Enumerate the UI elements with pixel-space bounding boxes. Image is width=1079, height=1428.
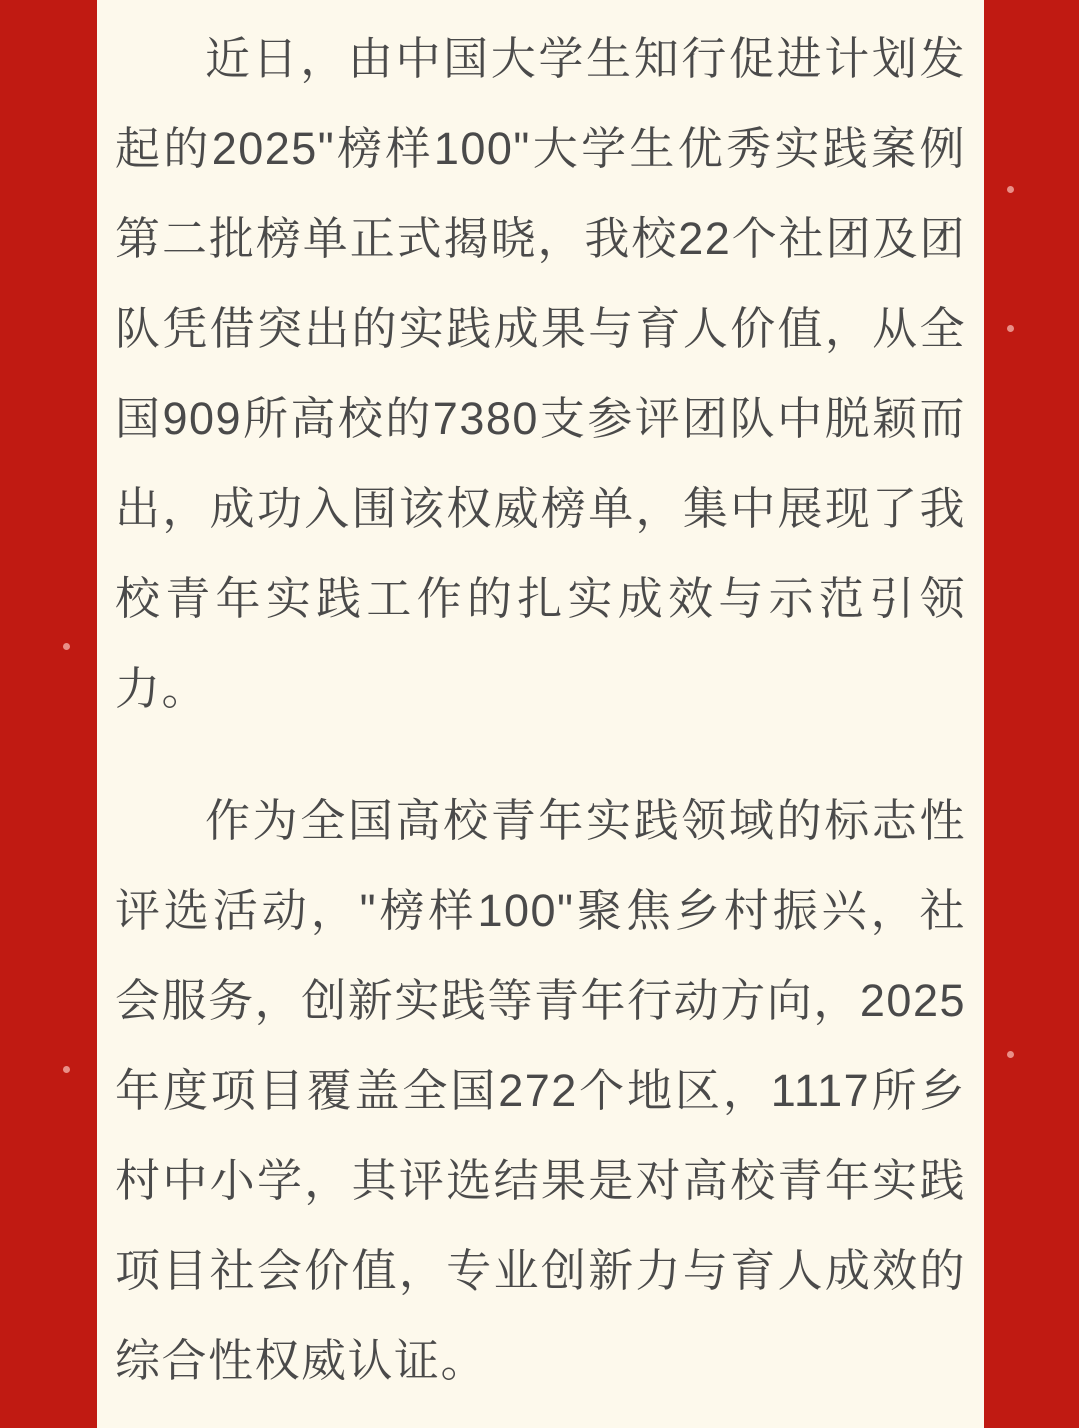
decorative-dot-icon — [63, 1066, 70, 1073]
paper-panel — [97, 0, 984, 1428]
decorative-dot-icon — [1007, 325, 1014, 332]
article-paragraph: 近日，由中国大学生知行促进计划发起的2025"榜样100"大学生优秀实践案例第二批榜单正式揭晓，我校22个社团及团队凭借突出的实践成果与育人价值，从全国909所高校的7380支参评团队中脱颖而出，成功入围该权威榜单，集中展现了我校青年实践工作的扎实成效与示范引领力。 — [115, 33, 966, 714]
article-paragraph: 作为全国高校青年实践领域的标志性评选活动，"榜样100"聚焦乡村振兴，社会服务，创新实践等青年行动方向，2025年度项目覆盖全国272个地区，1117所乡村中小学，其评选结果是对高校青年实践项目社会价值，专业创新力与育人成效的综合性权威认证。 — [115, 795, 966, 1386]
article-body — [115, 0, 966, 1406]
decorative-dot-icon — [1007, 186, 1014, 193]
decorative-dot-icon — [1007, 1051, 1014, 1058]
decorative-dot-icon — [63, 643, 70, 650]
